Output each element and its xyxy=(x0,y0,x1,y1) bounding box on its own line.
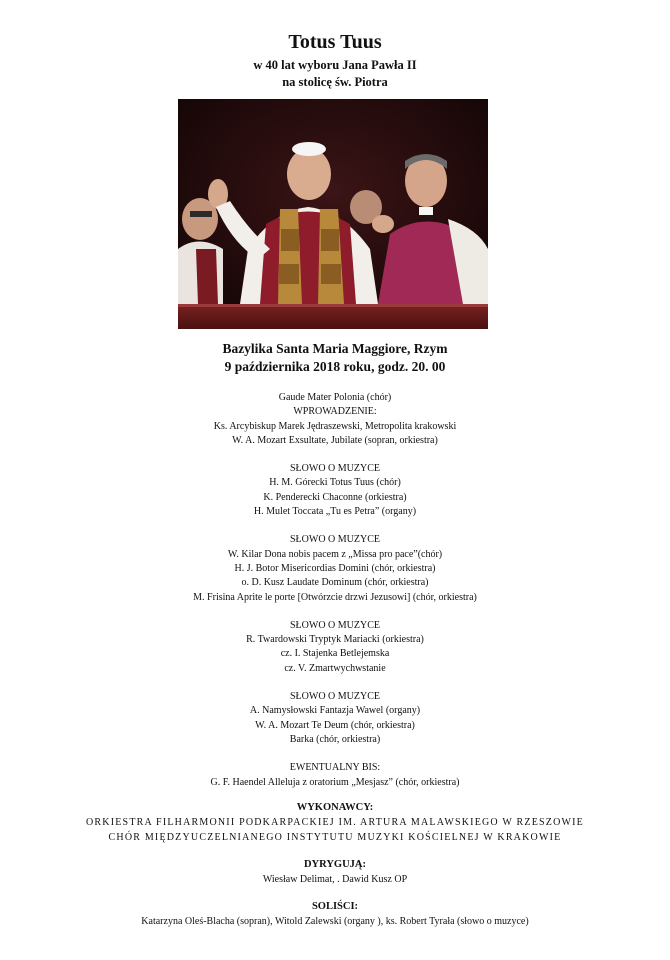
soloists-names: Katarzyna Oleś-Blacha (sopran), Witold Zalewski (organy ), ks. Robert Tyrała (słowo o muzyce) xyxy=(141,916,529,927)
program-line: A. Namysłowski Fantazja Wawel (organy) xyxy=(249,705,421,717)
program-line: H. J. Botor Misericordias Domini (chór, orkiestra) xyxy=(234,562,436,574)
program-line: G. F. Haendel Alleluja z oratorium „Mesjasz” (chór, orkiestra) xyxy=(210,776,460,788)
poster-subtitle-line1: w 40 lat wyboru Jana Pawła II xyxy=(253,58,417,72)
program-section-4 xyxy=(0,619,670,676)
program-line: Gaude Mater Polonia (chór) xyxy=(278,392,392,403)
program-line: EWENTUALNY BIS: xyxy=(289,762,381,774)
program-line: cz. I. Stajenka Betlejemska xyxy=(280,648,390,660)
orchestra-name: ORKIESTRA FILHARMONII PODKARPACKIEJ IM. ARTURA MALAWSKIEGO W RZESZOWIE xyxy=(86,817,584,828)
program-line: SŁOWO O MUZYCE xyxy=(290,463,380,475)
program-line: W. A. Mozart Te Deum (chór, orkiestra) xyxy=(255,719,415,731)
conductors-block xyxy=(0,857,670,887)
program-line: W. Kilar Dona nobis pacem z „Missa pro pace”(chór) xyxy=(227,548,443,560)
program-line: WPROWADZENIE: xyxy=(293,406,377,418)
conductors-heading: DYRYGUJĄ: xyxy=(303,859,367,870)
program-section-1 xyxy=(0,391,670,448)
soloists-heading: SOLIŚCI: xyxy=(311,901,359,912)
event-date: 9 października 2018 roku, godz. 20. 00 xyxy=(224,359,446,374)
program-line: K. Penderecki Chaconne (orkiestra) xyxy=(263,491,407,503)
choir-name: CHÓR MIĘDZYUCZELNIANEGO INSTYTUTU MUZYKI KOŚCIELNEJ W KRAKOWIE xyxy=(108,832,562,843)
program-section-3 xyxy=(0,533,670,604)
program-section-encore xyxy=(0,761,670,790)
program-line: Barka (chór, orkiestra) xyxy=(289,733,381,745)
program-list xyxy=(0,391,670,804)
program-line: cz. V. Zmartwychwstanie xyxy=(284,662,386,674)
poster-title: Totus Tuus xyxy=(288,31,382,53)
program-line: o. D. Kusz Laudate Dominum (chór, orkiestra) xyxy=(241,577,429,589)
program-line: R. Twardowski Tryptyk Mariacki (orkiestra) xyxy=(246,634,424,646)
program-line: SŁOWO O MUZYCE xyxy=(290,619,380,631)
performers-block xyxy=(0,800,670,845)
program-line: H. Mulet Toccata „Tu es Petra” (organy) xyxy=(253,506,417,518)
poster-subtitle-line2: na stolicę św. Piotra xyxy=(282,75,388,89)
program-line: SŁOWO O MUZYCE xyxy=(290,534,380,546)
program-line: H. M. Górecki Totus Tuus (chór) xyxy=(269,477,401,489)
program-line: SŁOWO O MUZYCE xyxy=(290,691,380,703)
program-section-2 xyxy=(0,462,670,519)
program-section-5 xyxy=(0,690,670,747)
pope-balcony-photo xyxy=(178,99,488,329)
venue-name: Bazylika Santa Maria Maggiore, Rzym xyxy=(222,341,448,356)
conductors-names: Wiesław Delimat, . Dawid Kusz OP xyxy=(262,874,408,885)
performers-heading: WYKONAWCY: xyxy=(296,802,374,813)
program-line: M. Frisina Aprite le porte [Otwórzcie drzwi Jezusowi] (chór, orkiestra) xyxy=(193,591,477,603)
soloists-block xyxy=(0,899,670,929)
program-line: Ks. Arcybiskup Marek Jędraszewski, Metropolita krakowski xyxy=(213,420,457,432)
program-line: W. A. Mozart Exsultate, Jubilate (sopran, orkiestra) xyxy=(232,434,438,446)
